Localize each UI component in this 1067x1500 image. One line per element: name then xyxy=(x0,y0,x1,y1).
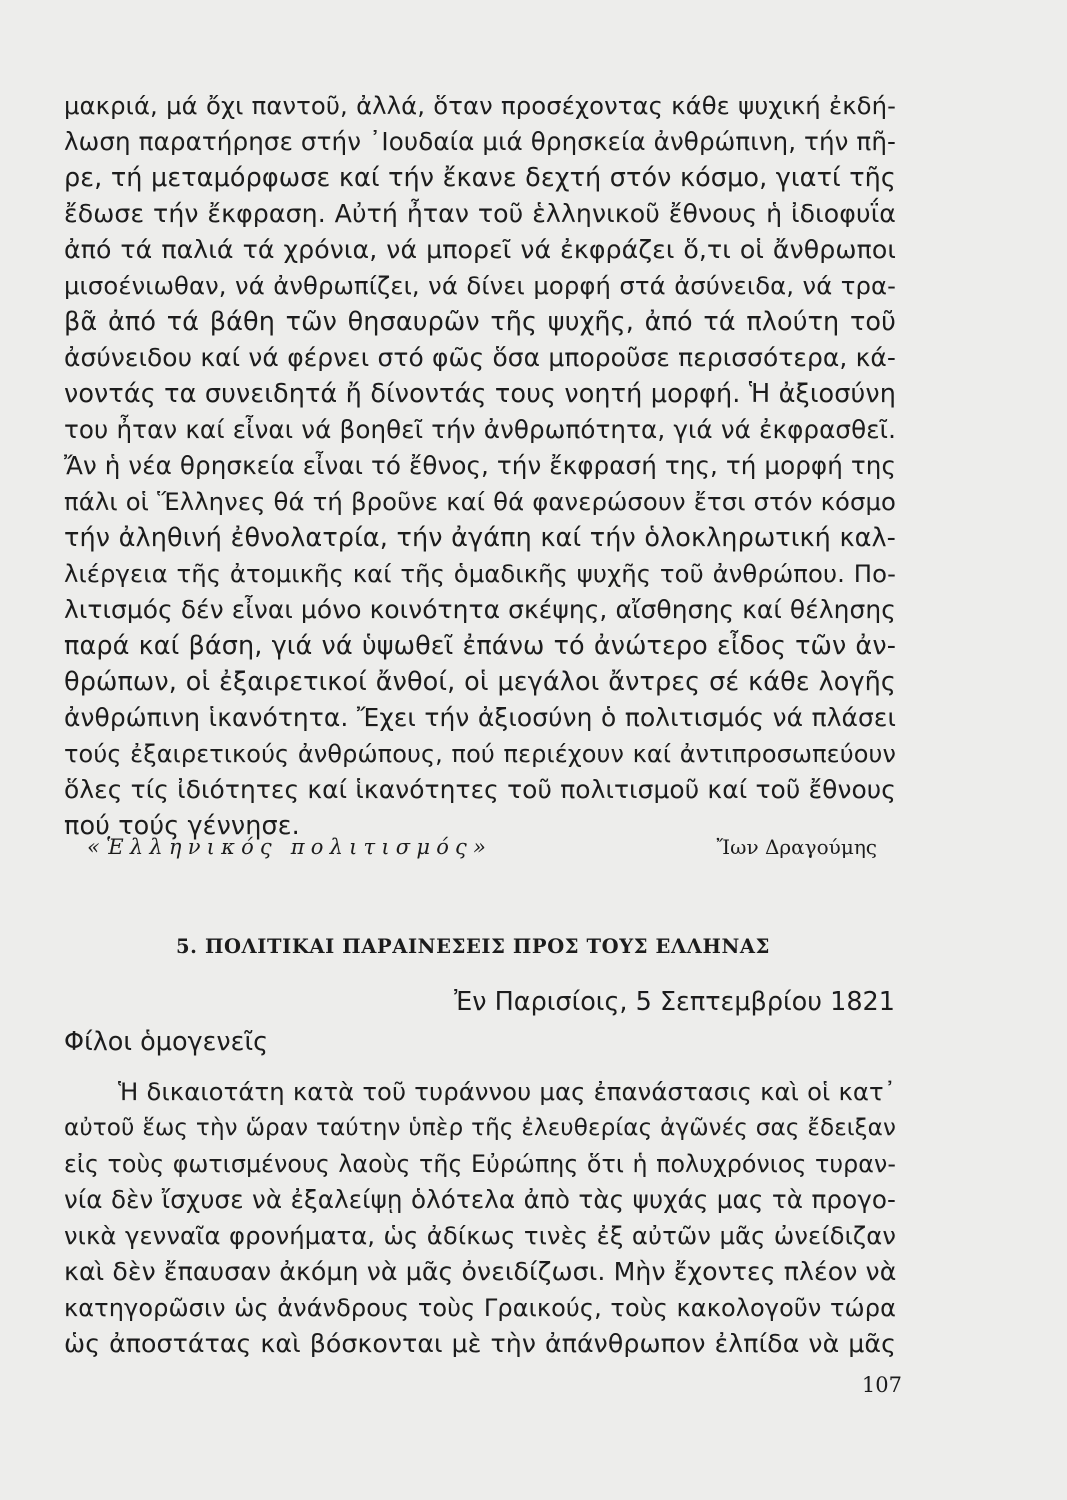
text-line: ὡς ἀποστάτας καὶ βόσκονται μὲ τὴν ἀπάνθρωπον ἐλπίδα νὰ μᾶς xyxy=(64,1329,896,1358)
author-name: Ἴων Δραγούμης xyxy=(716,835,877,859)
text-line: Ἡ δικαιοτάτη κατὰ τοῦ τυράννου μας ἐπανάστασις καὶ οἱ κατ᾽ xyxy=(118,1077,896,1106)
text-line: τούς ἐξαιρετικούς ἀνθρώπους, πού περιέχουν καί ἀντιπροσωπεύουν xyxy=(64,740,896,768)
text-line: θρώπων, οἱ ἐξαιρετικοί ἄνθοί, οἱ μεγάλοι ἄντρες σέ κάθε λογῆς xyxy=(64,667,896,697)
text-line: τήν ἀληθινή ἐθνολατρία, τήν ἀγάπη καί τήν ὁλοκληρωτική καλ- xyxy=(64,523,896,553)
text-line: μακριά, μά ὄχι παντοῦ, ἀλλά, ὅταν προσέχοντας κάθε ψυχική ἐκδή- xyxy=(64,91,896,120)
text-line: λωση παρατήρησε στήν ᾽Ιουδαία μιά θρησκεία ἀνθρώπινη, τήν πῆ- xyxy=(64,127,896,156)
letter-dateline: Ἐν Παρισίοις, 5 Σεπτεμβρίου 1821 xyxy=(454,987,895,1017)
text-line: ἀσύνειδου καί νά φέρνει στό φῶς ὅσα μποροῦσε περισσότερα, κά- xyxy=(64,343,896,372)
text-line: ὅλες τίς ἰδιότητες καί ἱκανότητες τοῦ πολιτισμοῦ καί τοῦ ἔθνους xyxy=(64,775,896,804)
page-number: 107 xyxy=(861,1373,902,1397)
text-line: νικὰ γενναῖα φρονήματα, ὡς ἀδίκως τινὲς ἐξ αὐτῶν μᾶς ὠνείδιζαν xyxy=(64,1221,896,1250)
text-line: του ἦταν καί εἶναι νά βοηθεῖ τήν ἀνθρωπότητα, γιά νά ἐκφρασθεῖ. xyxy=(64,415,896,444)
text-line: εἰς τοὺς φωτισμένους λαοὺς τῆς Εὐρώπης ὅτι ἡ πολυχρόνιος τυραν- xyxy=(64,1150,896,1178)
text-line: πού τούς γέννησε. xyxy=(64,811,300,841)
text-line: λιτισμός δέν εἶναι μόνο κοινότητα σκέψης, αἴσθησης καί θέλησης xyxy=(64,595,896,624)
letter-salutation: Φίλοι ὁμογενεῖς xyxy=(64,1027,269,1057)
text-line: κατηγορῶσιν ὡς ἀνάνδρους τοὺς Γραικούς, τοὺς κακολογοῦν τώρα xyxy=(64,1294,896,1322)
text-line: Ἄν ἡ νέα θρησκεία εἶναι τό ἔθνος, τήν ἔκφρασή της, τή μορφή της xyxy=(64,451,896,480)
text-line: ἀπό τά παλιά τά χρόνια, νά μπορεῖ νά ἐκφράζει ὅ,τι οἱ ἄνθρωποι xyxy=(64,235,896,264)
text-line: νία δὲν ἴσχυσε νὰ ἐξαλείψῃ ὁλότελα ἀπὸ τὰς ψυχάς μας τὰ προγο- xyxy=(64,1185,896,1214)
text-line: βᾶ ἀπό τά βάθη τῶν θησαυρῶν τῆς ψυχῆς, ἀπό τά πλούτη τοῦ xyxy=(64,307,896,337)
text-line: παρά καί βάση, γιά νά ὑψωθεῖ ἐπάνω τό ἀνώτερο εἶδος τῶν ἀν- xyxy=(64,631,896,661)
text-line: πάλι οἱ Ἕλληνες θά τή βροῦνε καί θά φανερώσουν ἔτσι στόν κόσμο xyxy=(64,487,896,516)
source-title: «Ἑλληνικός πολιτισμός» xyxy=(87,835,493,859)
section-heading: 5. ΠΟΛΙΤΙΚΑΙ ΠΑΡΑΙΝΕΣΕΙΣ ΠΡΟΣ ΤΟΥΣ ΕΛΛΗΝΑΣ xyxy=(176,935,771,958)
text-line: καὶ δὲν ἔπαυσαν ἀκόμη νὰ μᾶς ὀνειδίζωσι. Μὴν ἔχοντες πλέον νὰ xyxy=(64,1257,897,1286)
text-line: νοντάς τα συνειδητά ἤ δίνοντάς τους νοητή μορφή. Ἡ ἀξιοσύνη xyxy=(64,379,896,409)
text-line: αὐτοῦ ἕως τὴν ὥραν ταύτην ὑπὲρ τῆς ἐλευθερίας ἀγῶνές σας ἔδειξαν xyxy=(64,1115,896,1141)
text-line: ρε, τή μεταμόρφωσε καί τήν ἔκανε δεχτή στόν κόσμο, γιατί τῆς xyxy=(64,163,896,193)
text-line: ἔδωσε τήν ἔκφραση. Αὐτή ἦταν τοῦ ἑλληνικοῦ ἔθνους ἡ ἰδιοφυΐα xyxy=(64,199,896,228)
text-line: λιέργεια τῆς ἀτομικῆς καί τῆς ὁμαδικῆς ψυχῆς τοῦ ἀνθρώπου. Πο- xyxy=(64,559,896,588)
text-line: μισοένιωθαν, νά ἀνθρωπίζει, νά δίνει μορφή στά ἀσύνειδα, νά τρα- xyxy=(64,271,896,300)
text-line: ἀνθρώπινη ἱκανότητα. Ἔχει τήν ἀξιοσύνη ὁ πολιτισμός νά πλάσει xyxy=(64,703,896,732)
